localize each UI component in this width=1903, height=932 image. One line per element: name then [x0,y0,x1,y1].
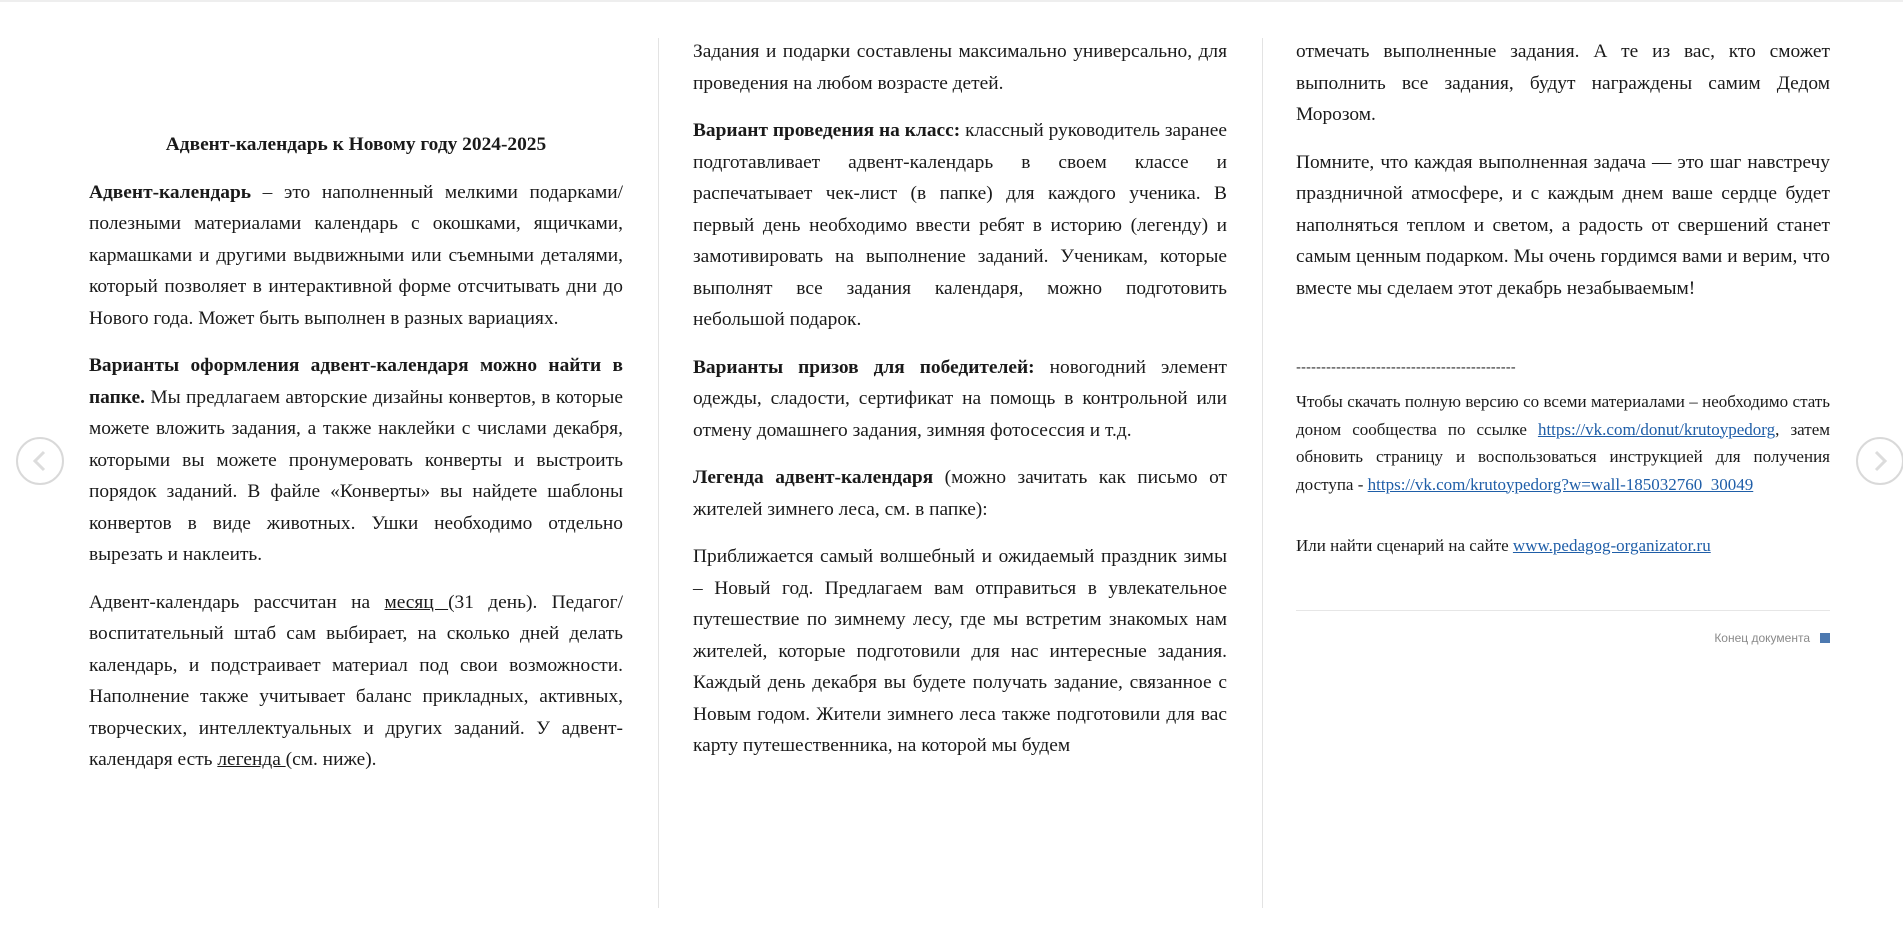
separator-line: -------------------------------------------- [1296,359,1516,376]
column-divider [658,38,659,908]
text: Или найти сценарий на сайте [1296,536,1513,555]
page-column-3 [1296,36,1830,654]
end-label: Конец документа [1714,630,1810,645]
donut-link[interactable]: https://vk.com/donut/krutoypedorg [1537,419,1776,439]
paragraph-download-info [1296,388,1830,498]
end-marker-icon [1820,633,1830,643]
paragraph-universal: Задания и подарки составлены максимально универсально, для проведения на любом возрасте детей. [693,41,1227,94]
text: (31 день). Педагог/воспитательный штаб сам выбирает, на сколько дней делать календарь, и подстраивает материал под свои возможности. Наполнение также учитывает баланс прикладных, активных, творческих, интеллектуальных и других заданий. У адвент-календаря есть [89,591,623,770]
text: новогодний элемент одежды, сладости, сертификат на помощь в контрольной или отмену домашнего задания, зимняя фотосессия и т.д. [693,356,1227,441]
text: Мы предлагаем авторские дизайны конвертов, в которые можете вложить задания, а также наклейки с числами декабря, которыми вы можете пронумеровать конверты и выстроить порядок заданий. В файле «Конверты» вы найдете шаблоны конвертов в виде животных. Ушки необходимо отдельно вырезать и наклеить. [89,386,623,565]
paragraph-class-variant [693,115,1227,336]
term-bold: Легенда адвент-календаря [693,467,934,488]
text: Чтобы скачать полную версию со всеми материалами – необходимо стать доном сообщества по ссылке [1296,392,1830,439]
text: Адвент-календарь рассчитан на [89,591,385,613]
paragraph-prizes [693,352,1227,447]
text: (см. ниже). [285,749,377,770]
paragraph-legend-heading [693,462,1227,525]
document-title: Адвент-календарь к Новому году 2024-2025 [165,134,547,155]
text: – это наполненный мелкими подарками/полезными материалами календарь с окошками, ящичками, кармашками и другими выдвижными или съемными деталями, который позволяет в интерактивной форме отсчитывать дни до Нового года. Может быть выполнен в разных вариациях. [89,181,623,329]
paragraph-closing: Помните, что каждая выполненная задача — это шаг навстречу праздничной атмосфере, и с каждым днем ваше сердце будет наполняться теплом и светом, а радость от свершений станет самым ценным подарком. Мы очень гордимся вами и верим, что вместе мы сделаем этот декабрь незабываемым! [1296,151,1830,299]
paragraph-definition [89,177,623,335]
chevron-right-icon [1871,450,1889,472]
previous-page-button[interactable] [16,437,64,485]
paragraph-duration [89,587,623,776]
paragraph-design-variants [89,350,623,571]
page-column-2 [693,36,1227,778]
column-divider [1262,38,1263,908]
term-bold: Вариант проведения на класс: [693,120,961,141]
underlined-text: легенда [217,749,286,770]
end-divider [1296,610,1830,611]
term-bold: Варианты оформления адвент-календаря можно найти в папке. [89,355,623,408]
paragraph-site [1296,532,1830,560]
term-bold: Адвент-календарь [89,181,251,203]
chevron-left-icon [31,450,49,472]
page-column-1 [89,129,623,792]
paragraph-legend-end: отмечать выполненные задания. А те из вас, кто сможет выполнить все задания, будут награждены самим Дедом Морозом. [1296,41,1830,125]
site-link[interactable]: www.pedagog-organizator.ru [1512,536,1711,555]
text: (можно зачитать как письмо от жителей зимнего леса, см. в папке): [693,467,1227,520]
paragraph-legend-text: Приближается самый волшебный и ожидаемый праздник зимы – Новый год. Предлагаем вам отправиться в увлекательное путешествие по зимнему лесу, где мы встретим знакомых нам жителей, которые подготовили для нас интересные задания. Каждый день декабря вы будете получать задание, связанное с Новым годом. Жители зимнего леса также подготовили для вас карту путешественника, на которой мы будем [693,546,1227,756]
end-of-document [1296,623,1830,655]
term-bold: Варианты призов для победителей: [693,356,1035,378]
underlined-text: месяц [384,591,449,613]
next-page-button[interactable] [1856,437,1903,485]
wall-post-link[interactable]: https://vk.com/krutoypedorg?w=wall-185032760_30049 [1367,474,1754,494]
top-border [0,0,1903,2]
text: классный руководитель заранее подготавливает адвент-календарь в своем классе и распечатывает чек-лист (в папке) для каждого ученика. В первый день необходимо ввести ребят в историю (легенду) и замотивировать на выполнение заданий. Ученикам, которые выполнят все задания календаря, можно подготовить небольшой подарок. [693,120,1227,330]
text: , затем обновить страницу и воспользоваться инструкцией для получения доступа - [1296,419,1830,494]
